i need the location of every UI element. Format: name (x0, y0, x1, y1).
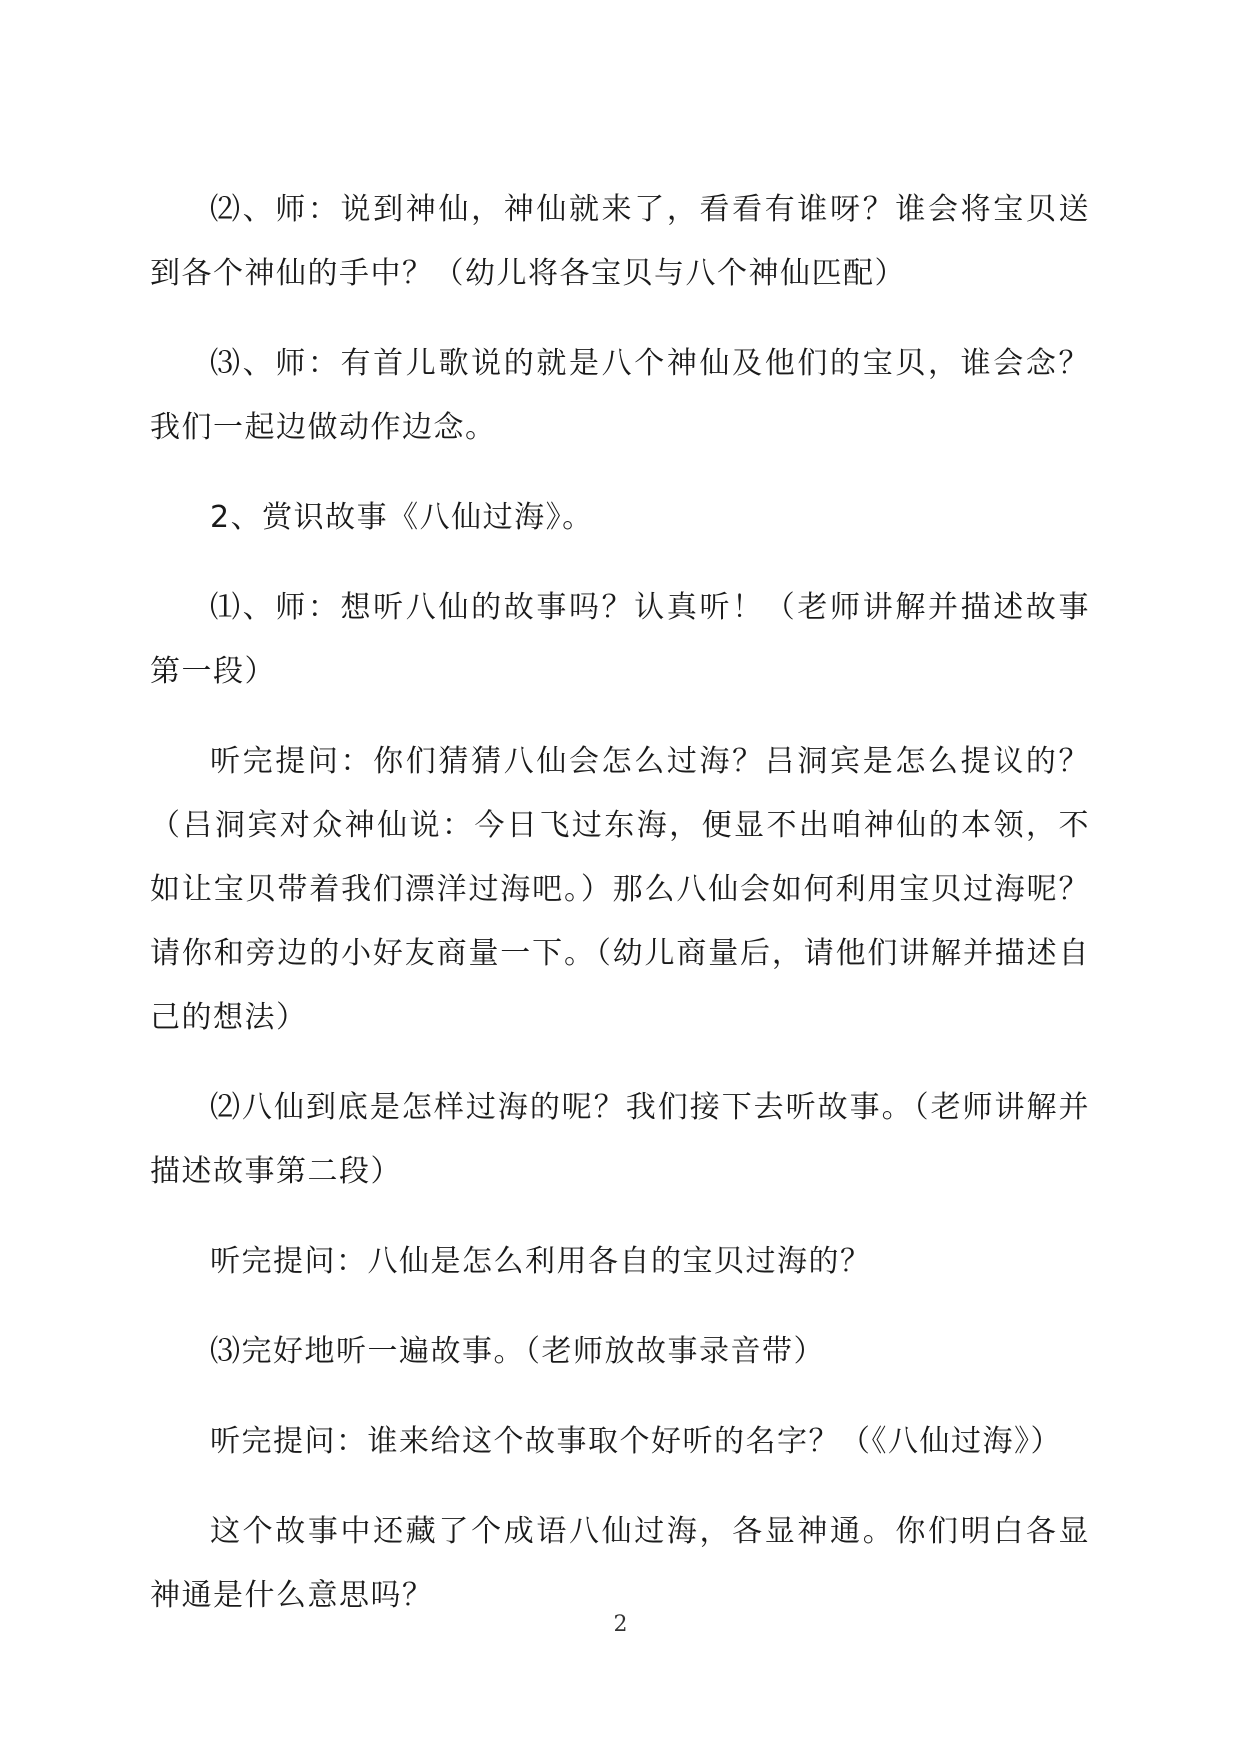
paragraph: ⑵八仙到底是怎样过海的呢？我们接下去听故事。（老师讲解并描述故事第二段） (150, 1090, 1090, 1189)
paragraph: ⑶完好地听一遍故事。（老师放故事录音带） (210, 1334, 825, 1369)
paragraph: 听完提问：谁来给这个故事取个好听的名字？（《八仙过海》） (210, 1424, 1062, 1459)
document-body (150, 178, 1090, 1654)
paragraph: ⑴、师：想听八仙的故事吗？认真听！（老师讲解并描述故事第一段） (150, 590, 1090, 689)
paragraph: ⑶、师：有首儿歌说的就是八个神仙及他们的宝贝，谁会念？我们一起边做动作边念。 (150, 346, 1090, 445)
page-number: 2 (613, 1612, 628, 1637)
paragraph: 2、赏识故事《八仙过海》。 (210, 500, 594, 535)
paragraph: 这个故事中还藏了个成语八仙过海，各显神通。你们明白各显神通是什么意思吗？ (150, 1514, 1090, 1613)
paragraph: 听完提问：你们猜猜八仙会怎么过海？吕洞宾是怎么提议的？（吕洞宾对众神仙说：今日飞过东海，便显不出咱神仙的本领，不如让宝贝带着我们漂洋过海吧。）那么八仙会如何利用宝贝过海呢？请你和旁边的小好友商量一下。（幼儿商量后，请他们讲解并描述自己的想法） (150, 744, 1090, 1035)
paragraph: ⑵、师：说到神仙，神仙就来了，看看有谁呀？谁会将宝贝送到各个神仙的手中？（幼儿将各宝贝与八个神仙匹配） (150, 192, 1090, 291)
paragraph: 听完提问：八仙是怎么利用各自的宝贝过海的？ (210, 1244, 872, 1279)
